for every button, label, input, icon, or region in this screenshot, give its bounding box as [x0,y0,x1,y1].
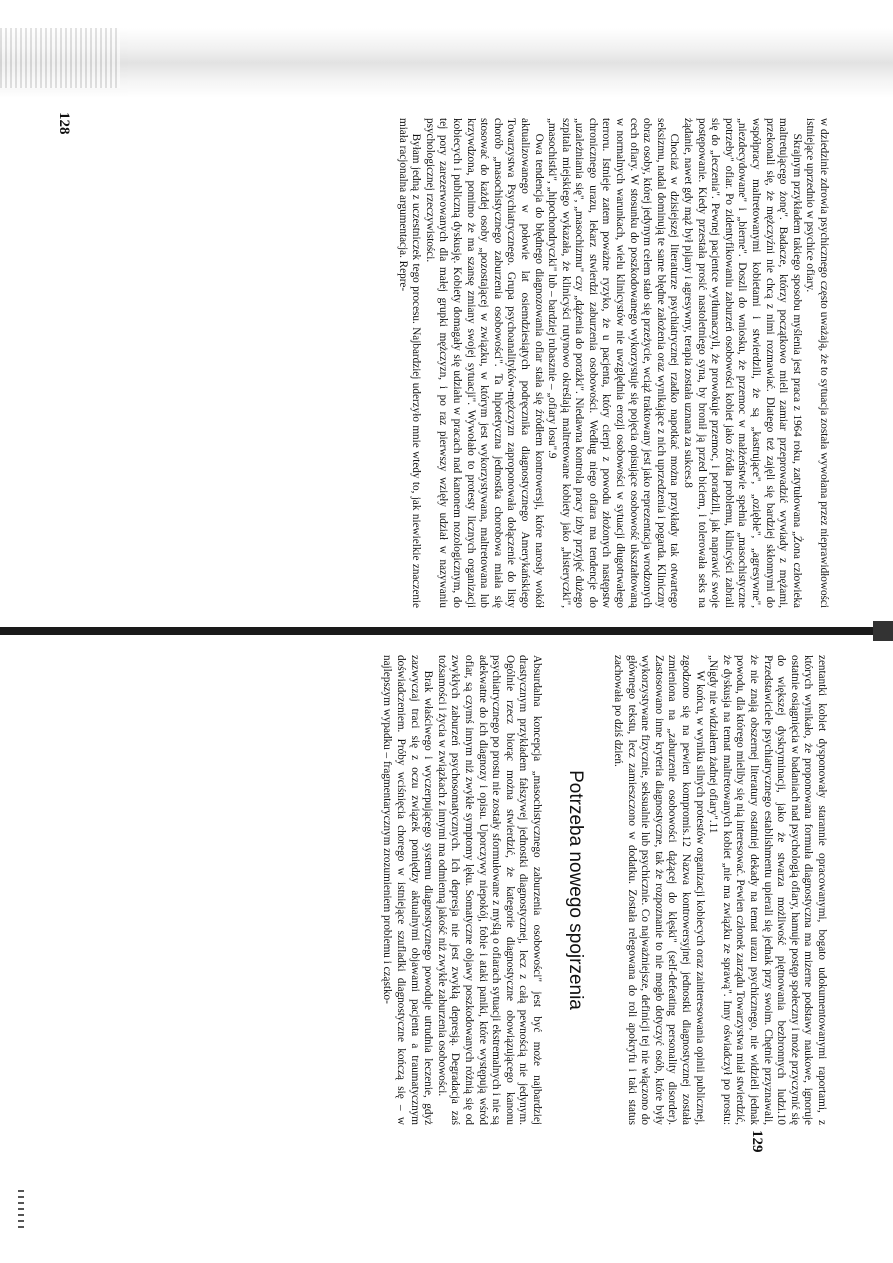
paragraph: Absurdalna koncepcja „masochistycznego zaburzenia osobowości" jest być może najbardziej drastycznym przykładem fałszywej jednostki diagnostycznej, lecz z całą pewnością nie jedynym. Ogólnie rzecz biorąc można stwierdzić, że kategorie diagnostyczne obowiązującego kanonu psychiatrycznego po prostu nie zostały sformułowane z myślą o ofiarach sytuacji ekstremalnych i nie są adekwatne do ich diagnozy i opisu. Uporczywy niepokój, fobie i ataki paniki, które występują wśród ofiar, są czymś innym niż zwykłe symptomy lęku. Somatyczne objawy poszkodowanych różnią się od zwykłych zaburzeń psychosomatycznych. Ich depresja nie jest zwykłą depresją. Degradacja zaś tożsamości i życia w związkach z innymi ma odmienną jakość niż zwykłe zaburzenia osobowości. [435,655,543,1125]
paragraph: W końcu, w wyniku silnych protestów organizacji kobiecych oraz zainteresowania opinii publicznej, zgodzono się na pewien kompromis.12 Nazwa kontrowersyjnej jednostki diagnostycznej została zmieniona na „zaburzenie osobowości dążącej do klęski" (self-defeating personality disorder). Zastosowano inne kryteria diagnostyczne, tak że rozpoznanie to nie mogło dotyczyć osób, które były wykorzystywane fizycznie, seksualnie lub psychicznie. Co najważniejsze, definicji tej nie włączono do głównego tekstu, lecz zamieszczono w dodatku. Została relegowana do roli apokryfu i taki status zachowała po dziś dzień. [612,655,706,1125]
paragraph: Owa tendencja do błędnego diagnozowania ofiar stała się źródłem kontrowersji, które narosły wokół aktualizowanego w połowie lat osiemdziesiątych podręcznika diagnostycznego Amerykańskiego Towarzystwa Psychiatrycznego. Grupa psychoanalityków-mężczyzn zaproponowała dołączenie do listy chorób „masochistycznego zaburzenia osobowości". Ta hipotetyczna jednostka chorobowa miała się stosować do każdej osoby „pozostającej w związku, w którym jest wykorzystywana, maltretowana lub krzywdzona, pomimo że ma szansę zmiany swojej sytuacji". Wywołało to protesty licznych organizacji kobiecych i publiczną dyskusję. Kobiety domagały się udziału w pracach nad kanonem nozologicznym, do tej pory zarezerwowanych dla małej grupki mężczyzn, i po raz pierwszy wzięły udział w nazywaniu psychologicznej rzeczywistości. [423,118,545,608]
paragraph: zentantki kobiet dysponowały starannie opracowanymi, bogato udokumentowanymi raportami, z których wynikało, że proponowana formuła diagnostyczna ma mizerne podstawy naukowe, ignoruje ostatnie osiągnięcia w badaniach nad psychologią ofiary, hamuje postęp społeczny i może przyczynić się do większej dyskryminacji, jako że stwarza możliwość piętnowania bezbronnych ludzi.10 Przedstawiciele psychiatrycznego establishmentu upierali się jednak przy swoim. Chętnie przyznawali, że nie znają obszernej literatury ostatniej dekady na temat urazu psychicznego, nie widzieli jednak powodu, dla którego mieliby się nią interesować. Pewien członek zarządu Towarzystwa miał stwierdzić, że dyskusja na temat maltretowanych kobiet „nie ma związku ze sprawą". Inny oświadczył po prostu: „Nigdy nie widziałem żadnej ofiary".11 [707,655,828,1125]
paragraph: Skrajnym przykładem takiego sposobu myślenia jest praca z 1964 roku, zatytułowana „Żona człowieka maltretującego żonę". Badacze, którzy początkowo mieli zamiar przeprowadzić wywiady z mężami, przekonali się, że mężczyźni nie chcą z nimi rozmawiać. Dlatego też zajęli się bardziej skłonnymi do współpracy maltretowanymi kobietami i stwierdzili, że są „kastrujące", „oziębłe", „agresywne", „niezdecydowane" i „bierne". Doszli do wniosku, że przemoc w małżeństwie spełnia „masochistyczne potrzeby" ofiar. Po zidentyfikowaniu zaburzeń osobowości kobiet jako źródła problemu, klinicyści zabrali się do „leczenia". Pewnej pacjentce wytłumaczyli, że prowokuje przemoc, i poradzili, jak naprawić swoje postępowanie. Kiedy przestała prosić nastoletniego syna, by bronił ją przed biciem, i tolerowała seks na żądanie, nawet gdy mąż był pijany i agresywny, terapia została uznana za sukces.8 [682,118,803,608]
paragraph: Byłam jedną z uczestniczek tego procesu. Najbardziej uderzyło mnie wtedy to, jak niewielkie znaczenie miała racjonalna argumentacja. Repre- [396,118,423,608]
scan-shadow [0,28,893,98]
page-number-128: 128 [56,112,72,135]
scan-margin-marks [18,1190,24,1230]
paragraph: Chociaż w dzisiejszej literaturze psychiatrycznej rzadko napotkać można przykłady tak otwartego seksizmu, nadal dominują te same błędne założenia oraz wynikające z nich uprzedzenia i pogarda. Kliniczny obraz osoby, której jedynym celem stało się przeżycie, wciąż traktowany jest jako reprezentacja wrodzonych cech ofiary. W stosunku do poszkodowanego wykorzystuje się pojęcia opisujące osobowość ukształtowaną w normalnych warunkach, wielu klinicystów nie uwzględnia erozji osobowości w sytuacji długotrwałego terroru. Istnieje zatem poważne ryzyko, że u pacjenta, który cierpi z powodu złożonych następstw chronicznego urazu, lekarz stwierdzi zaburzenia osobowości. Według niego ofiara ma tendencje do „uzależniania się", „masochizmu" czy „dążenia do porażki". Niedawna kontrola pracy izby przyjęć dużego szpitala miejskiego wykazała, że klinicyści rutynowo określają maltretowane kobiety jako „histeryczki", „masochistki", „hipochondryczki" lub – bardziej rubasznie – „ofiary losu".9 [546,118,681,608]
section-heading: Potrzeba nowego spojrzenia [565,770,587,1010]
paragraph: w dziedzinie zdrowia psychicznego często uważają, że to sytuacja została wywołana przez nieprawidłowości istniejące uprzednio w psychice ofiary. [804,118,830,608]
page-divider [0,627,893,635]
paragraph: Brak właściwego i wyczerpującego systemu diagnostycznego powoduje utrudnia leczenie, gdyż zazwyczaj traci się z oczu związek pomiędzy aktualnymi objawami pacjenta a traumatycznym doświadczeniem. Próby wciśnięcia chorego w istniejące szufladki diagnostyczne kończą się – w najlepszym wypadku – fragmentarycznym zrozumieniem problemu i cząstko- [381,655,435,1125]
page-number-129: 129 [749,1130,765,1153]
page-128-text [395,118,830,608]
page-129-text [380,655,828,1125]
